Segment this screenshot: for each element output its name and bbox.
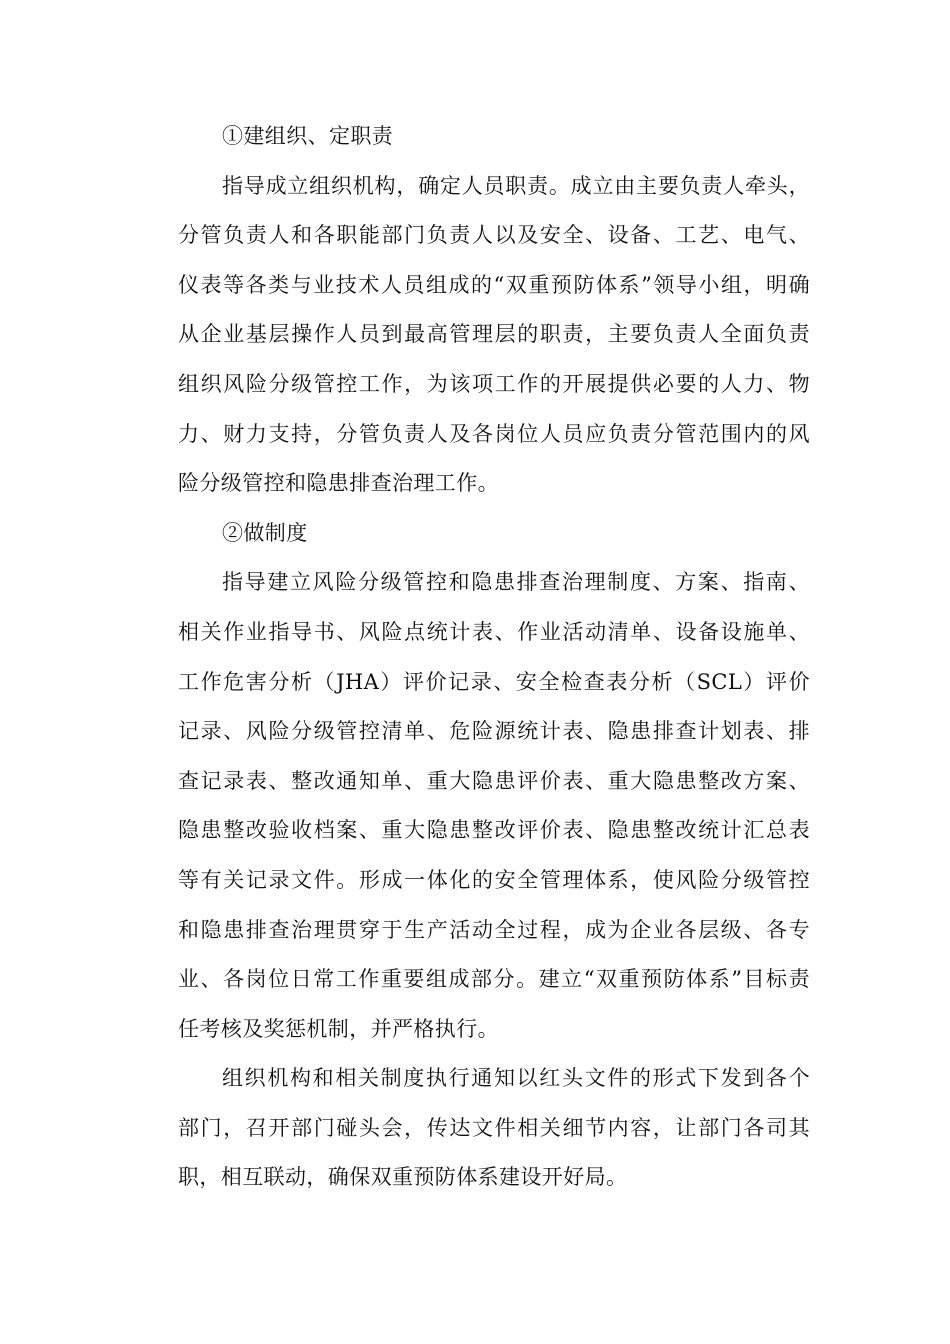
paragraph-line: 和隐患排查治理贯穿于生产活动全过程，成为企业各层级、各专 xyxy=(178,917,810,942)
paragraph-line: 职，相互联动，确保双重预防体系建设开好局。 xyxy=(178,1165,628,1190)
paragraph-line: 指导建立风险分级管控和隐患排查治理制度、方案、指南、 xyxy=(222,570,810,595)
paragraph-line: 记录、风险分级管控清单、危险源统计表、隐患排查计划表、排 xyxy=(178,719,810,744)
paragraph-line: 从企业基层操作人员到最高管理层的职责，主要负责人全面负责 xyxy=(178,322,810,347)
section-heading-system: ②做制度 xyxy=(222,520,308,545)
paragraph-system xyxy=(178,558,810,1054)
paragraph-line: 隐患整改验收档案、重大隐患整改评价表、隐患整改统计汇总表 xyxy=(178,818,810,843)
document-body xyxy=(178,112,810,1203)
paragraph-line: 力、财力支持，分管负责人及各岗位人员应负责分管范围内的风 xyxy=(178,421,810,446)
paragraph-line: 组织风险分级管控工作，为该项工作的开展提供必要的人力、物 xyxy=(178,371,810,396)
paragraph-line: 分管负责人和各职能部门负责人以及安全、设备、工艺、电气、 xyxy=(178,223,810,248)
paragraph-line: 等有关记录文件。形成一体化的安全管理体系，使风险分级管控 xyxy=(178,867,810,892)
paragraph-notice xyxy=(178,1054,810,1203)
paragraph-line: 组织机构和相关制度执行通知以红头文件的形式下发到各个 xyxy=(222,1066,810,1091)
paragraph-line: 指导成立组织机构，确定人员职责。成立由主要负责人牵头， xyxy=(222,173,810,198)
paragraph-line: 部门，召开部门碰头会，传达文件相关细节内容，让部门各司其 xyxy=(178,1115,810,1140)
paragraph-line: 仪表等各类与业技术人员组成的“双重预防体系”领导小组，明确 xyxy=(178,272,810,297)
paragraph-line: 查记录表、整改通知单、重大隐患评价表、重大隐患整改方案、 xyxy=(178,768,810,793)
paragraph-organization xyxy=(178,162,810,509)
section-heading-organization: ①建组织、定职责 xyxy=(222,124,394,148)
paragraph-line: 任考核及奖惩机制，并严格执行。 xyxy=(178,1016,499,1041)
paragraph-line: 险分级管控和隐患排查治理工作。 xyxy=(178,471,499,496)
paragraph-line: 业、各岗位日常工作重要组成部分。建立“双重预防体系”目标责 xyxy=(178,967,810,992)
paragraph-line: 相关作业指导书、风险点统计表、作业活动清单、设备设施单、 xyxy=(178,619,810,644)
paragraph-line: 工作危害分析（JHA）评价记录、安全检查表分析（SCL）评价 xyxy=(178,669,810,694)
